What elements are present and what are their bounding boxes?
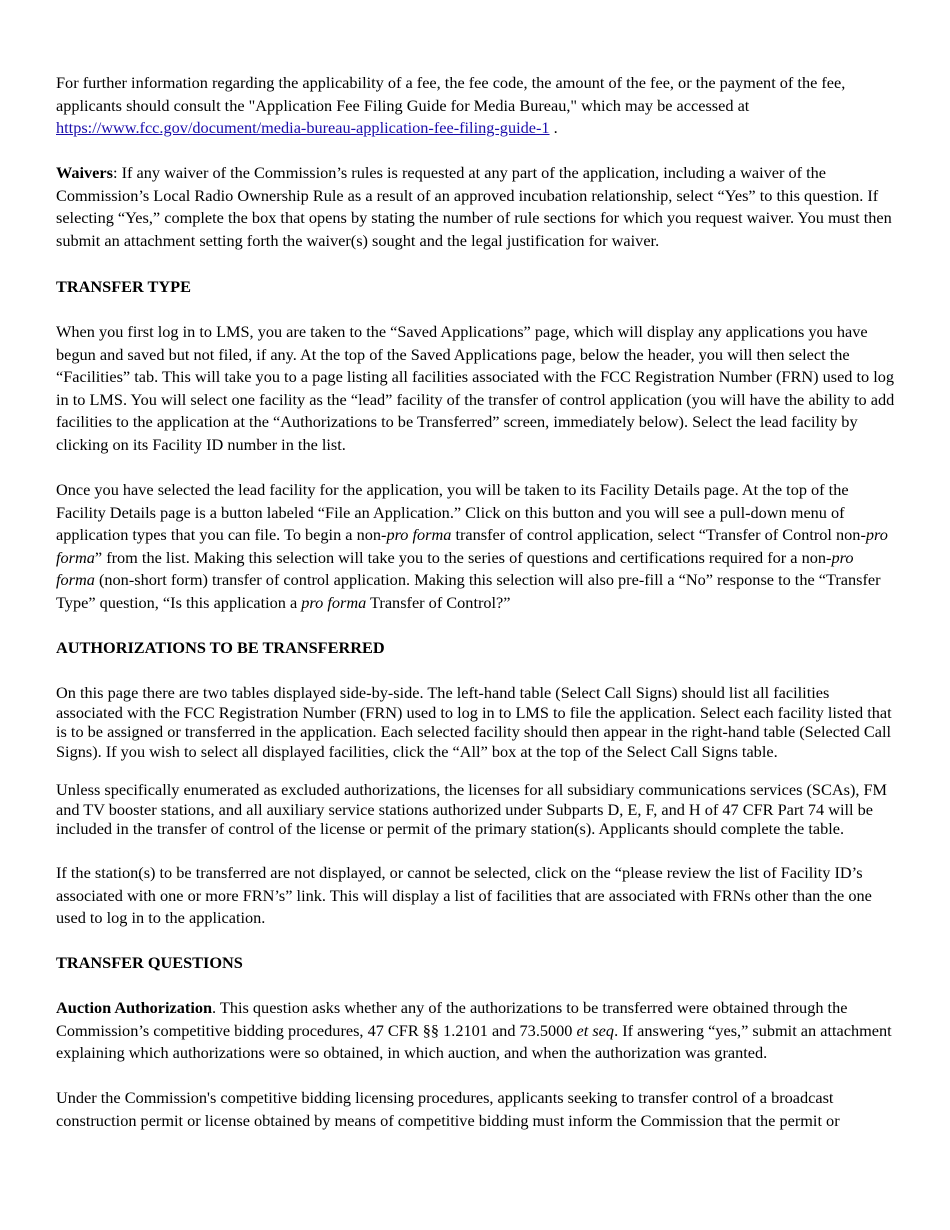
auction-authorization-paragraph <box>56 997 896 1065</box>
stations-not-displayed-paragraph: If the station(s) to be transferred are not displayed, or cannot be selected, click on the “please review the list of Facility ID’s associated with one or more FRN’s” link. This will display a list of facilities that are associated with FRNs other than the one used to log in to the application. <box>56 863 872 928</box>
pro-forma-italic-1: pro forma <box>386 525 452 545</box>
fee-filing-guide-link[interactable]: https://www.fcc.gov/document/media-bureau-application-fee-filing-guide-1 <box>56 118 550 138</box>
pro-forma-italic-2: pro forma <box>56 525 888 567</box>
lead-facility-text-2: transfer of control application, select “Transfer of Control non- <box>451 525 866 545</box>
fee-guide-line-1: For further information regarding the applicability of a fee, the fee code, the amount of the fee, or the payment of the fee, <box>56 73 846 92</box>
lead-facility-text-5: Transfer of Control?” <box>366 592 511 612</box>
waivers-paragraph <box>56 162 896 252</box>
et-seq-italic: et seq <box>576 1020 615 1040</box>
waivers-colon: : <box>112 163 122 182</box>
authorizations-heading: AUTHORIZATIONS TO BE TRANSFERRED <box>56 638 385 657</box>
fee-guide-paragraph <box>56 72 896 140</box>
lead-facility-text-4: (non-short form) transfer of control application. Making this selection will also pre-fill a “No” response to the “Transfer Type” question, “Is this application a <box>56 570 881 612</box>
excluded-authorizations-paragraph: Unless specifically enumerated as excluded authorizations, the licenses for all subsidiary communications services (SCAs), FM and TV booster stations, and all auxiliary service stations authorized under Subparts D, E, F, and H of 47 CFR Part 74 will be included in the transfer of control of the license or permit of the primary station(s). Applicants should complete the table. <box>56 780 888 839</box>
pro-forma-italic-4: pro forma <box>301 592 367 612</box>
transfer-questions-heading: TRANSFER QUESTIONS <box>56 953 243 972</box>
lms-login-paragraph: When you first log in to LMS, you are taken to the “Saved Applications” page, which will display any applications you have begun and saved but not filed, if any. At the top of the Saved Applications page, below the header, you will then select the “Facilities” tab. This will take you to a page listing all facilities associated with the FCC Registration Number (FRN) used to log in to LMS. You will select one facility as the “lead” facility of the transfer of control application (you will have the ability to add facilities to the application at the “Authorizations to be Transferred” screen, immediately below). Select the lead facility by clicking on its Facility ID number in the list. <box>56 322 895 454</box>
call-sign-tables-paragraph: On this page there are two tables displayed side-by-side. The left-hand table (Select Call Signs) should list all facilities associated with the FCC Registration Number (FRN) used to log in to LMS to file the application. Select each facility listed that is to be assigned or transferred in the application. Each selected facility should then appear in the right-hand table (Selected Call Signs). If you wish to select all displayed facilities, click the “All” box at the top of the Select Call Signs table. <box>56 683 892 762</box>
auction-text-1: . This question asks whether any of the authorizations to be transferred were obtained through the Commission’s competitive bidding procedures, 47 CFR §§ 1.2101 and 73.5000 <box>56 998 848 1040</box>
transfer-type-heading: TRANSFER TYPE <box>56 277 191 296</box>
waivers-text: If any waiver of the Commission’s rules is requested at any part of the application, including a waiver of the Commission’s Local Radio Ownership Rule as a result of an approved incubation relationship, select “Yes” to this question. If selecting “Yes,” complete the box that opens by stating the number of rule sections for which you request waiver. You must then submit an attachment setting forth the waiver(s) sought and the legal justification for waiver. <box>56 163 892 250</box>
auction-text-2: . If answering “yes,” submit an attachment explaining which authorizations were so obtained, in which auction, and when the authorization was granted. <box>56 1020 892 1063</box>
fee-guide-link-period: . <box>549 118 558 138</box>
lead-facility-paragraph <box>56 479 896 615</box>
lead-facility-text-1: Once you have selected the lead facility for the application, you will be taken to its Facility Details page. At the top of the Facility Details page is a button labeled “File an Application.” Click on this button and you will see a pull-down menu of application types that you can file. To begin a non- <box>56 480 849 545</box>
fee-guide-line-2: applicants should consult the "Application Fee Filing Guide for Media Bureau," which may be accessed at <box>56 95 750 115</box>
competitive-bidding-paragraph: Under the Commission's competitive bidding licensing procedures, applicants seeking to transfer control of a broadcast construction permit or license obtained by means of competitive bidding must inform the Commission that the permit or <box>56 1088 840 1130</box>
auction-authorization-label: Auction Authorization <box>56 998 213 1017</box>
waivers-label: Waivers <box>56 163 113 182</box>
lead-facility-text-3: ” from the list. Making this selection will take you to the series of questions and certifications required for a non- <box>94 547 832 567</box>
pro-forma-italic-3: pro forma <box>56 547 854 590</box>
